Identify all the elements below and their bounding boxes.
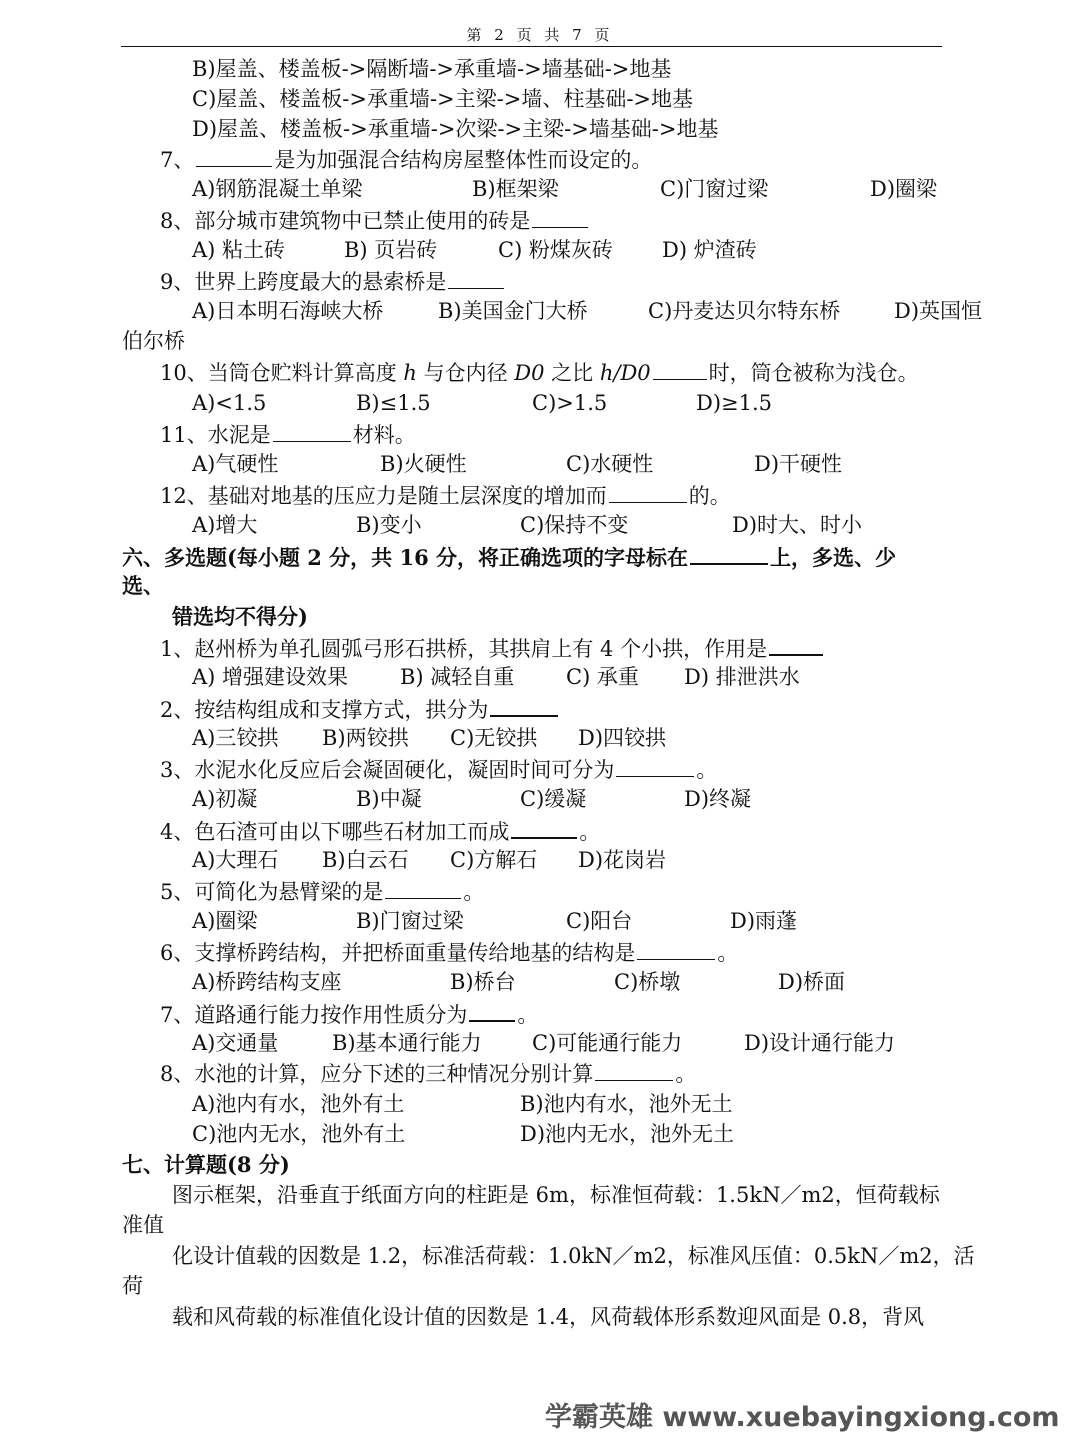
answer-blank	[273, 421, 351, 442]
option-c: C)无铰拱	[450, 726, 538, 750]
m6-text-after: 。	[717, 941, 739, 965]
option-c: C) 承重	[566, 665, 639, 689]
q10-symbol-d0: D0	[514, 361, 545, 385]
question-9	[160, 268, 506, 295]
section-6-title	[122, 543, 896, 571]
option-a: A) 粘土砖	[192, 238, 286, 262]
calc-paragraph-line-3: 化设计值载的因数是 1.2，标准活荷载：1.0kN／m2，标准风压值：0.5kN／m2，活	[172, 1244, 975, 1268]
option-b: B)基本通行能力	[332, 1031, 482, 1055]
calc-paragraph-line-1: 图示框架，沿垂直于纸面方向的柱距是 6m，标准恒荷载：1.5kN／m2，恒荷载标	[172, 1183, 940, 1207]
option-c: C)阳台	[566, 909, 633, 933]
option-c: C) 粉煤灰砖	[498, 238, 613, 262]
answer-blank	[511, 817, 577, 839]
q12-text: 12、基础对地基的压应力是随土层深度的增加而	[160, 484, 607, 508]
option-b: B)门窗过梁	[356, 909, 464, 933]
q10-text-4: 时，筒仓被称为浅仓。	[708, 361, 919, 385]
option-b: B)美国金门大桥	[438, 299, 588, 323]
option-a: A)桥跨结构支座	[192, 970, 342, 994]
option-c: C)缓凝	[520, 787, 587, 811]
q11-text-after: 材料。	[352, 423, 416, 447]
multi-question-4	[160, 817, 600, 845]
option-d: D)四铰拱	[578, 726, 667, 750]
m3-text-after: 。	[696, 758, 718, 782]
m4-text: 4、色石渣可由以下哪些石材加工而成	[160, 820, 510, 844]
m4-text-after: 。	[579, 820, 601, 844]
page-header: 第 2 页 共 7 页	[466, 26, 614, 44]
question-12	[160, 482, 731, 509]
option-d: D) 炉渣砖	[662, 238, 757, 262]
option-a: A)气硬性	[192, 452, 279, 476]
q7-number: 7、	[160, 148, 195, 172]
option-a: A)三铰拱	[192, 726, 279, 750]
m6-text: 6、支撑桥跨结构，并把桥面重量传给地基的结构是	[160, 941, 636, 965]
option-a: A)初凝	[192, 787, 258, 811]
q10-ratio: h/D0	[599, 361, 651, 385]
option-d: D)桥面	[778, 970, 846, 994]
m2-text: 2、按结构组成和支撑方式，拱分为	[160, 698, 489, 722]
m3-text: 3、水泥水化反应后会凝固硬化，凝固时间可分为	[160, 758, 615, 782]
q6-option-d: D)屋盖、楼盖板->承重墙->次梁->主梁->墙基础->地基	[192, 117, 719, 141]
option-d: D)时大、时小	[732, 513, 863, 537]
option-a: A)钢筋混凝土单梁	[192, 177, 363, 201]
q10-text-1: 10、当筒仓贮料计算高度	[160, 361, 404, 385]
section-6-title-wrap: 选、	[122, 573, 164, 598]
q10-text-2: 与仓内径	[416, 361, 515, 385]
option-a: A)增大	[192, 513, 258, 537]
option-a: A)日本明石海峡大桥	[192, 299, 384, 323]
option-c: C)门窗过梁	[660, 177, 769, 201]
option-c: C)可能通行能力	[532, 1031, 683, 1055]
m8-text: 8、水池的计算，应分下述的三种情况分别计算	[160, 1062, 594, 1086]
m7-text: 7、道路通行能力按作用性质分为	[160, 1003, 468, 1027]
option-a: A)池内有水，池外有土	[192, 1092, 405, 1116]
multi-question-7	[160, 1000, 538, 1028]
m5-text: 5、可简化为悬臂梁的是	[160, 880, 384, 904]
option-a: A)圈梁	[192, 909, 258, 933]
watermark: 学霸英雄 www.xuebayingxiong.com	[545, 1402, 1060, 1433]
multi-question-2	[160, 695, 560, 723]
option-b: B) 减轻自重	[400, 665, 515, 689]
answer-blank	[595, 1060, 673, 1081]
option-d: D)圈梁	[870, 177, 938, 201]
q9-text: 9、世界上跨度最大的悬索桥是	[160, 270, 447, 294]
option-c: C)>1.5	[532, 391, 608, 415]
answer-blank	[653, 359, 707, 380]
m7-text-after: 。	[517, 1003, 539, 1027]
option-c: C)桥墩	[614, 970, 681, 994]
option-c: C)水硬性	[566, 452, 654, 476]
option-a: A)<1.5	[192, 391, 267, 415]
option-b: B)中凝	[356, 787, 422, 811]
option-b: B)两铰拱	[322, 726, 409, 750]
section-7-title: 七、计算题(8 分)	[122, 1152, 290, 1177]
section-6-title-text: 六、多选题(每小题 2 分，共 16 分，将正确选项的字母标在	[122, 545, 689, 570]
option-b: B)桥台	[450, 970, 516, 994]
option-d: D)≥1.5	[696, 391, 773, 415]
option-d: D) 排泄洪水	[684, 665, 800, 689]
calc-paragraph-line-2: 准值	[122, 1213, 164, 1237]
option-b: B)框架梁	[472, 177, 559, 201]
answer-blank	[490, 695, 558, 717]
option-c: C)保持不变	[520, 513, 629, 537]
option-b: B)白云石	[322, 848, 409, 872]
question-11	[160, 421, 416, 448]
answer-blank	[637, 939, 715, 960]
option-d: D)设计通行能力	[744, 1031, 896, 1055]
q10-text-3: 之比	[544, 361, 600, 385]
multi-question-8	[160, 1060, 696, 1087]
header-rule	[121, 46, 942, 47]
option-d: D)雨蓬	[730, 909, 798, 933]
answer-blank	[385, 878, 461, 899]
m1-text: 1、赵州桥为单孔圆弧弓形石拱桥，其拱肩上有 4 个小拱，作用是	[160, 637, 768, 661]
option-a: A)交通量	[192, 1031, 279, 1055]
option-c: C)池内无水，池外有土	[192, 1122, 406, 1146]
q10-symbol-h: h	[403, 361, 417, 385]
calc-paragraph-line-5: 载和风荷载的标准值化设计值的因数是 1.4，风荷载体形系数迎风面是 0.8，背风	[172, 1305, 925, 1329]
answer-blank	[196, 146, 272, 167]
section-6-title-text-2: 上，多选、少	[770, 545, 897, 570]
option-b: B)池内有水，池外无土	[520, 1092, 733, 1116]
q7-text: 是为加强混合结构房屋整体性而设定的。	[274, 148, 653, 172]
option-d: D)英国恒	[894, 299, 983, 323]
answer-blank	[769, 634, 823, 656]
answer-blank	[532, 207, 588, 228]
answer-blank	[469, 1000, 515, 1022]
question-7	[160, 146, 652, 173]
multi-question-5	[160, 878, 484, 905]
question-10	[160, 359, 919, 386]
q9-option-wrap: 伯尔桥	[122, 329, 185, 353]
m5-text-after: 。	[463, 880, 485, 904]
answer-blank	[448, 268, 504, 289]
answer-blank	[690, 543, 768, 565]
multi-question-1	[160, 634, 825, 662]
q12-text-after: 的。	[688, 484, 731, 508]
option-d: D)终凝	[684, 787, 752, 811]
option-d: D)池内无水，池外无土	[520, 1122, 735, 1146]
option-a: A)大理石	[192, 848, 279, 872]
calc-paragraph-line-4: 荷	[122, 1274, 143, 1298]
multi-question-6	[160, 939, 738, 966]
option-a: A) 增强建设效果	[192, 665, 349, 689]
m8-text-after: 。	[675, 1062, 697, 1086]
option-b: B)变小	[356, 513, 422, 537]
option-b: B)≤1.5	[356, 391, 431, 415]
option-b: B)火硬性	[380, 452, 467, 476]
question-8	[160, 207, 590, 234]
answer-blank	[609, 482, 687, 503]
option-d: D)花岗岩	[578, 848, 667, 872]
q11-text: 11、水泥是	[160, 423, 271, 447]
q6-option-b: B)屋盖、楼盖板->隔断墙->承重墙->墙基础->地基	[192, 57, 672, 81]
option-d: D)干硬性	[754, 452, 843, 476]
option-c: C)方解石	[450, 848, 538, 872]
multi-question-3	[160, 756, 717, 783]
section-6-title-note: 错选均不得分)	[172, 604, 308, 629]
q8-text: 8、部分城市建筑物中已禁止使用的砖是	[160, 209, 531, 233]
answer-blank	[616, 756, 694, 777]
option-c: C)丹麦达贝尔特东桥	[648, 299, 841, 323]
option-b: B) 页岩砖	[344, 238, 438, 262]
q6-option-c: C)屋盖、楼盖板->承重墙->主梁->墙、柱基础->地基	[192, 87, 694, 111]
